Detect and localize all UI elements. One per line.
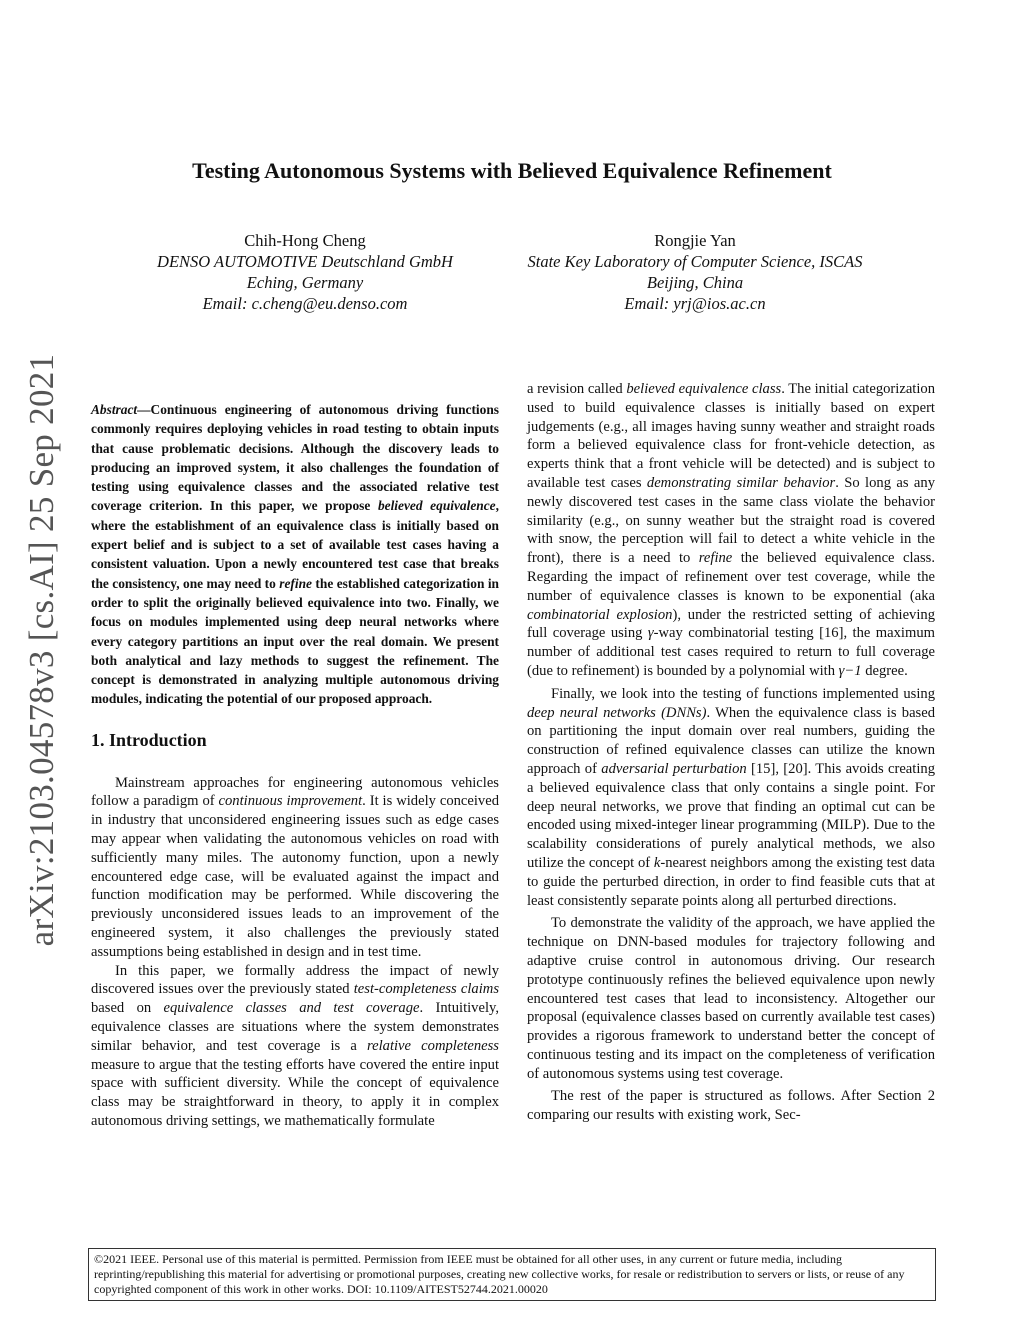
paper-title: Testing Autonomous Systems with Believed Equivalence Refinement xyxy=(192,158,832,183)
paragraph: a revision called believed equivalence class. The initial categorization used to build equivalence classes is initially based on expert judgements (e.g., all images having sunny weather and straight roads form a believed equivalence class for front-vehicle detection, as experts think that a front vehicle will be detected) and is subject to available test cases demonstrating similar behavior. So long as any newly discovered test cases in the same class violate the behavior similarity (e.g., on sunny weather but the straight road is covered with snow, the perception will fail to detect a white vehicle in the front), there is a need to refine the believed equivalence class. Regarding the impact of refinement over test coverage, while the number of equivalence classes is known to be exponential (aka combinatorial explosion), under the restricted setting of achieving full coverage using γ-way combinatorial testing [16], the maximum number of additional test cases required to return to full coverage (due to refinement) is bounded by a polynomial with γ−1 degree. xyxy=(527,381,935,679)
arxiv-identifier: arXiv:2103.04578v3 [cs.AI] 25 Sep 2021 xyxy=(22,353,61,947)
abstract: Abstract—Continuous engineering of autonomous driving functions commonly requires deploying vehicles in road testing to obtain inputs that cause problematic decisions. Although the discovery leads to producing an improved system, it also challenges the foundation of testing using equivalence classes and the associated relative test coverage criterion. In this paper, we propose believed equivalence, where the establishment of an equivalence class is initially based on expert belief and is subject to a set of available test cases having a consistent valuation. Upon a newly encountered test case that breaks the consistency, one may need to refine the established categorization in order to split the originally believed equivalence into two. Finally, we focus on modules implemented using deep neural networks where every category partitions an input over the real domain. We present both analytical and lazy methods to suggest the refinement. The concept is demonstrated in analyzing multiple autonomous driving modules, indicating the potential of our proposed approach. xyxy=(91,402,499,707)
paragraph: In this paper, we formally address the impact of newly discovered issues over the previously stated test-completeness claims based on equivalence classes and test coverage. Intuitively, equivalence classes are situations where the system demonstrates similar behavior, and test coverage is a relative completeness measure to argue that the testing efforts have covered the entire input space with sufficient diversity. While the concept of equivalence class may be straightforward in theory, to apply it in complex autonomous driving settings, we mathematically formulate xyxy=(91,962,499,1129)
author-block-1 xyxy=(105,230,505,314)
left-column xyxy=(91,400,499,1131)
author-block-2 xyxy=(495,230,895,314)
right-column xyxy=(527,380,935,1125)
author-email: Email: c.cheng@eu.denso.com xyxy=(202,294,408,313)
author-location: Beijing, China xyxy=(646,273,744,292)
copyright-notice: ©2021 IEEE. Personal use of this material is permitted. Permission from IEEE must be obtained for all other uses, in any current or future media, including reprinting/republishing this material for advertising or promotional purposes, creating new collective works, for resale or redistribution to servers or lists, or reuse of any copyrighted component of this work in other works. DOI: 10.1109/AITEST52744.2021.00020 xyxy=(88,1248,936,1301)
paragraph: To demonstrate the validity of the approach, we have applied the technique on DNN-based modules for trajectory following and adaptive cruise control in autonomous driving. Our research prototype continuously refines the believed equivalence upon newly encountered test cases that lead to inconsistency. Altogether our proposal (equivalence classes based on currently available test cases) provides a rigorous framework to understand better the concept of continuous testing and its impact on the completeness of verification of autonomous systems using test coverage. xyxy=(527,915,935,1082)
author-name: Rongjie Yan xyxy=(654,231,736,250)
abstract-label: Abstract xyxy=(91,402,138,417)
author-affiliation: State Key Laboratory of Computer Science, ISCAS xyxy=(527,252,863,271)
author-affiliation: DENSO AUTOMOTIVE Deutschland GmbH xyxy=(157,252,453,271)
paragraph: Mainstream approaches for engineering autonomous vehicles follow a paradigm of continuous improvement. It is widely conceived in industry that unconsidered engineering issues such as edge cases may appear when validating the autonomous vehicles on road with sufficiently many miles. The autonomy function, upon a newly encountered edge case, will be evaluated against the impact and function modification may be performed. While discovering the previously unconsidered issues leads to an improvement of the engineered system, it also challenges the previously stated assumptions being established in design and in test time. xyxy=(91,774,500,960)
paragraph: The rest of the paper is structured as follows. After Section 2 comparing our results with existing work, Sec- xyxy=(527,1088,935,1124)
author-name: Chih-Hong Cheng xyxy=(244,231,366,250)
section-heading: 1. Introduction xyxy=(91,729,207,750)
author-email: Email: yrj@ios.ac.cn xyxy=(624,294,766,313)
paragraph: Finally, we look into the testing of functions implemented using deep neural networks (DNNs). When the equivalence class is based on partitioning the input domain over real numbers, guiding the construction of refined equivalence classes can utilize the known approach of adversarial perturbation [15], [20]. This avoids creating a believed equivalence class that only contains a single point. For deep neural networks, we prove that finding an optimal cut can be encoded using mixed-integer linear programming (MILP). Due to the scalability considerations of purely analytical methods, we also utilize the concept of k-nearest neighbors among the existing test data to guide the perturbed direction, in order to find feasible cuts that at least consistently separate points along all perturbed directions. xyxy=(527,685,935,909)
author-location: Eching, Germany xyxy=(246,273,364,292)
